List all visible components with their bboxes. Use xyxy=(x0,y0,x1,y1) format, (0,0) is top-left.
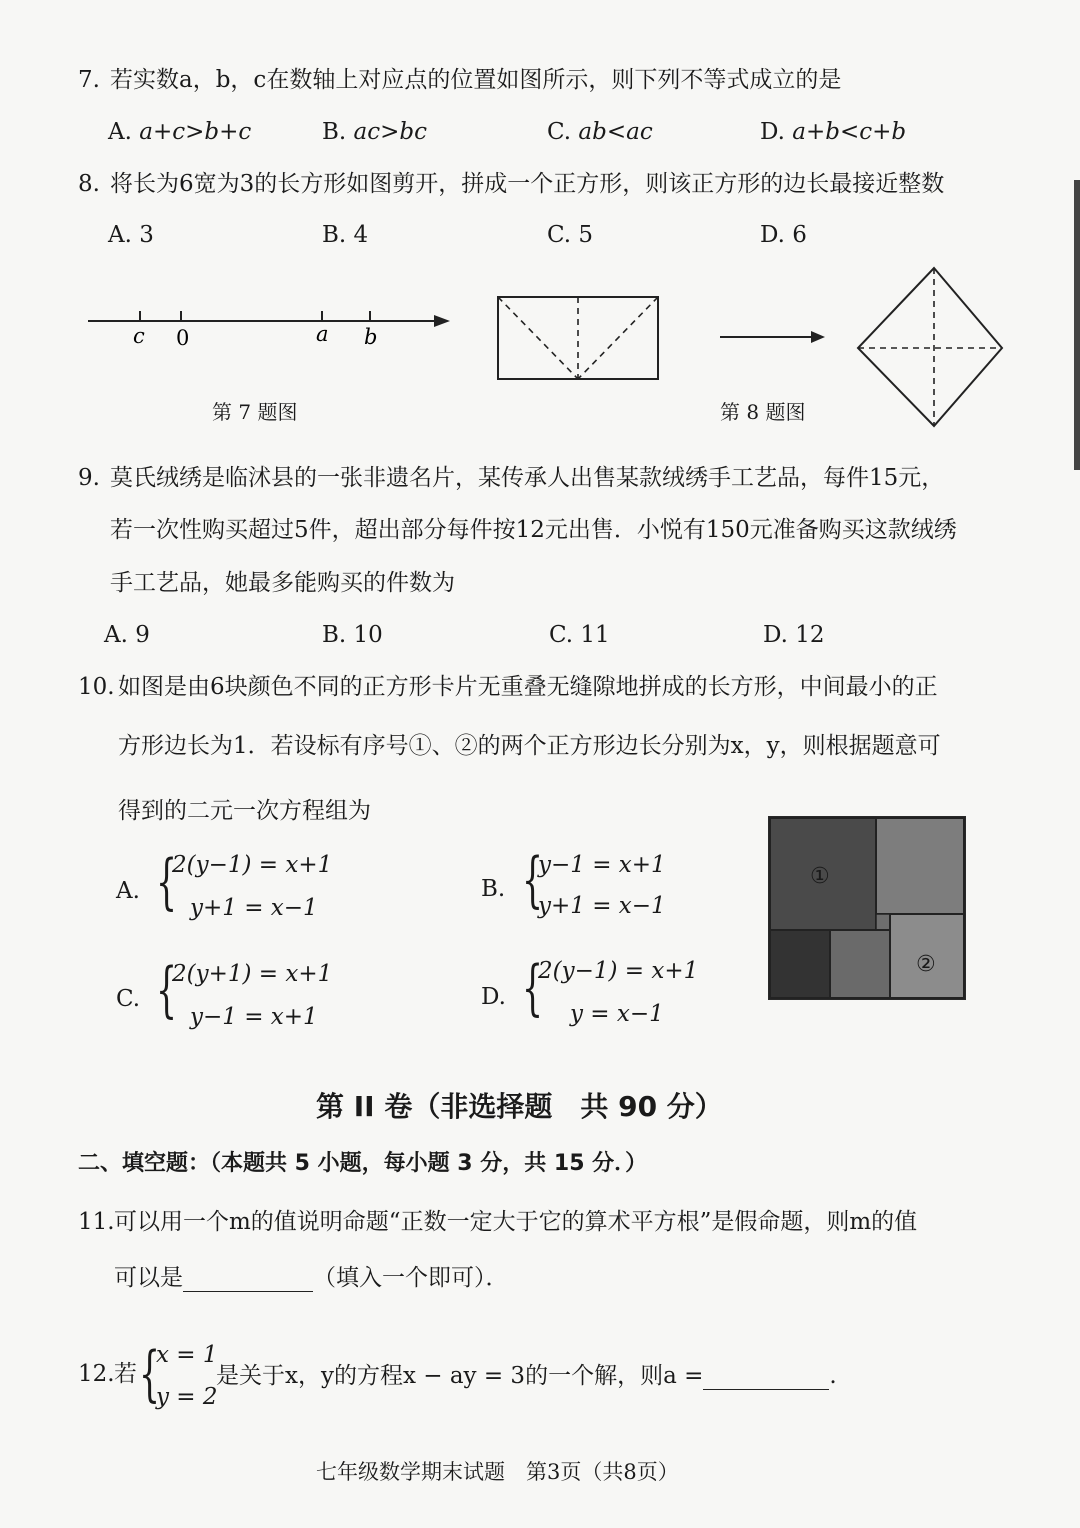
q10-option-c-brace: { xyxy=(156,955,178,1025)
section-2-heading: 第 II 卷（非选择题 共 90 分） xyxy=(316,1090,723,1123)
section-2-subheading: 二、填空题：（本题共 5 小题，每小题 3 分，共 15 分．） xyxy=(78,1151,648,1176)
q10-option-b-eq1: y−1 = x+1 xyxy=(538,852,666,878)
square-top-right xyxy=(876,818,964,914)
q8-number: 8. xyxy=(78,171,100,197)
q7-number: 7. xyxy=(78,67,100,93)
q8-option-b: B. 4 xyxy=(322,222,369,248)
q8-option-d: D. 6 xyxy=(760,222,807,248)
q10-option-b-eq2: y+1 = x−1 xyxy=(538,893,666,919)
q12-middle: 是关于x，y的方程x − ay = 3的一个解，则a = . xyxy=(216,1363,837,1389)
q11-number: 11. xyxy=(78,1209,115,1235)
q10-squares-figure xyxy=(768,816,966,1000)
q9-line-3: 手工艺品，她最多能购买的件数为 xyxy=(110,570,455,596)
q9-option-c: C. 11 xyxy=(549,622,610,648)
square-1-label: ① xyxy=(810,864,830,889)
q9-number: 9. xyxy=(78,465,100,491)
q7-stem: 若实数a，b，c在数轴上对应点的位置如图所示，则下列不等式成立的是 xyxy=(110,67,842,93)
q10-number: 10. xyxy=(78,674,115,700)
number-line xyxy=(88,311,450,350)
fig8-caption: 第 8 题图 xyxy=(720,400,806,424)
q9-option-d: D. 12 xyxy=(763,622,825,648)
q7-option-b: B. ac>bc xyxy=(322,119,428,145)
q10-option-d-eq2: y = x−1 xyxy=(570,1001,664,1027)
q10-option-b-brace: { xyxy=(522,845,544,915)
q12-answer-blank[interactable] xyxy=(703,1365,829,1390)
square-bottom-middle xyxy=(830,930,890,998)
q9-option-a: A. 9 xyxy=(104,622,150,648)
q8-option-a: A. 3 xyxy=(108,222,154,248)
q12-brace: { xyxy=(139,1339,161,1409)
q12-prefix: 若 xyxy=(114,1361,137,1387)
q11-line-2: 可以是 （填入一个即可）． xyxy=(114,1265,509,1291)
q11-line-1: 可以用一个m的值说明命题“正数一定大于它的算术平方根”是假命题，则m的值 xyxy=(114,1209,918,1235)
label-a: a xyxy=(316,322,329,346)
q8-stem: 将长为6宽为3的长方形如图剪开，拼成一个正方形，则该正方形的边长最接近整数 xyxy=(110,171,945,197)
q10-option-c-label: C. xyxy=(116,986,141,1012)
q12-number: 12. xyxy=(78,1361,115,1387)
page-footer: 七年级数学期末试题 第3页（共8页） xyxy=(316,1460,679,1484)
q10-line-3: 得到的二元一次方程组为 xyxy=(118,798,371,824)
q7-option-c: C. ab<ac xyxy=(547,119,653,145)
q10-line-2: 方形边长为1．若设标有序号①、②的两个正方形边长分别为x，y，则根据题意可 xyxy=(118,733,941,759)
q10-option-a-eq1: 2(y−1) = x+1 xyxy=(172,852,333,878)
page-edge-shadow xyxy=(1074,180,1080,470)
q10-option-d-brace: { xyxy=(522,953,544,1023)
square-bottom-left xyxy=(770,930,830,998)
q7-option-a: A. a+c>b+c xyxy=(108,119,252,145)
q11-answer-blank[interactable] xyxy=(183,1267,313,1292)
q12-sys-1: x = 1 xyxy=(156,1342,218,1368)
q10-option-b-label: B. xyxy=(481,876,506,902)
q10-option-d-eq1: 2(y−1) = x+1 xyxy=(538,958,699,984)
q10-option-a-label: A. xyxy=(116,878,140,904)
q10-option-a-eq2: y+1 = x−1 xyxy=(190,895,318,921)
square-2-label: ② xyxy=(916,952,936,977)
q9-line-1: 莫氏绒绣是临沭县的一张非遗名片，某传承人出售某款绒绣手工艺品，每件15元， xyxy=(110,465,945,491)
q10-option-a-brace: { xyxy=(156,847,178,917)
q10-option-c-eq1: 2(y+1) = x+1 xyxy=(172,961,333,987)
q9-option-b: B. 10 xyxy=(322,622,383,648)
q9-line-2: 若一次性购买超过5件，超出部分每件按12元出售．小悦有150元准备购买这款绒绣 xyxy=(110,517,957,543)
label-c: c xyxy=(133,324,145,348)
q8-option-c: C. 5 xyxy=(547,222,594,248)
label-b: b xyxy=(364,325,378,349)
fig7-caption: 第 7 题图 xyxy=(212,400,298,424)
label-0: 0 xyxy=(176,326,190,350)
transform-arrow xyxy=(720,331,825,343)
q10-option-d-label: D. xyxy=(481,984,506,1010)
q10-option-c-eq2: y−1 = x+1 xyxy=(190,1004,318,1030)
q7-option-d: D. a+b<c+b xyxy=(760,119,907,145)
rectangle-figure xyxy=(498,297,658,379)
q10-line-1: 如图是由6块颜色不同的正方形卡片无重叠无缝隙地拼成的长方形，中间最小的正 xyxy=(118,674,938,700)
square-smallest xyxy=(876,914,890,930)
square-figure xyxy=(858,268,1002,426)
q12-sys-2: y = 2 xyxy=(156,1384,218,1410)
